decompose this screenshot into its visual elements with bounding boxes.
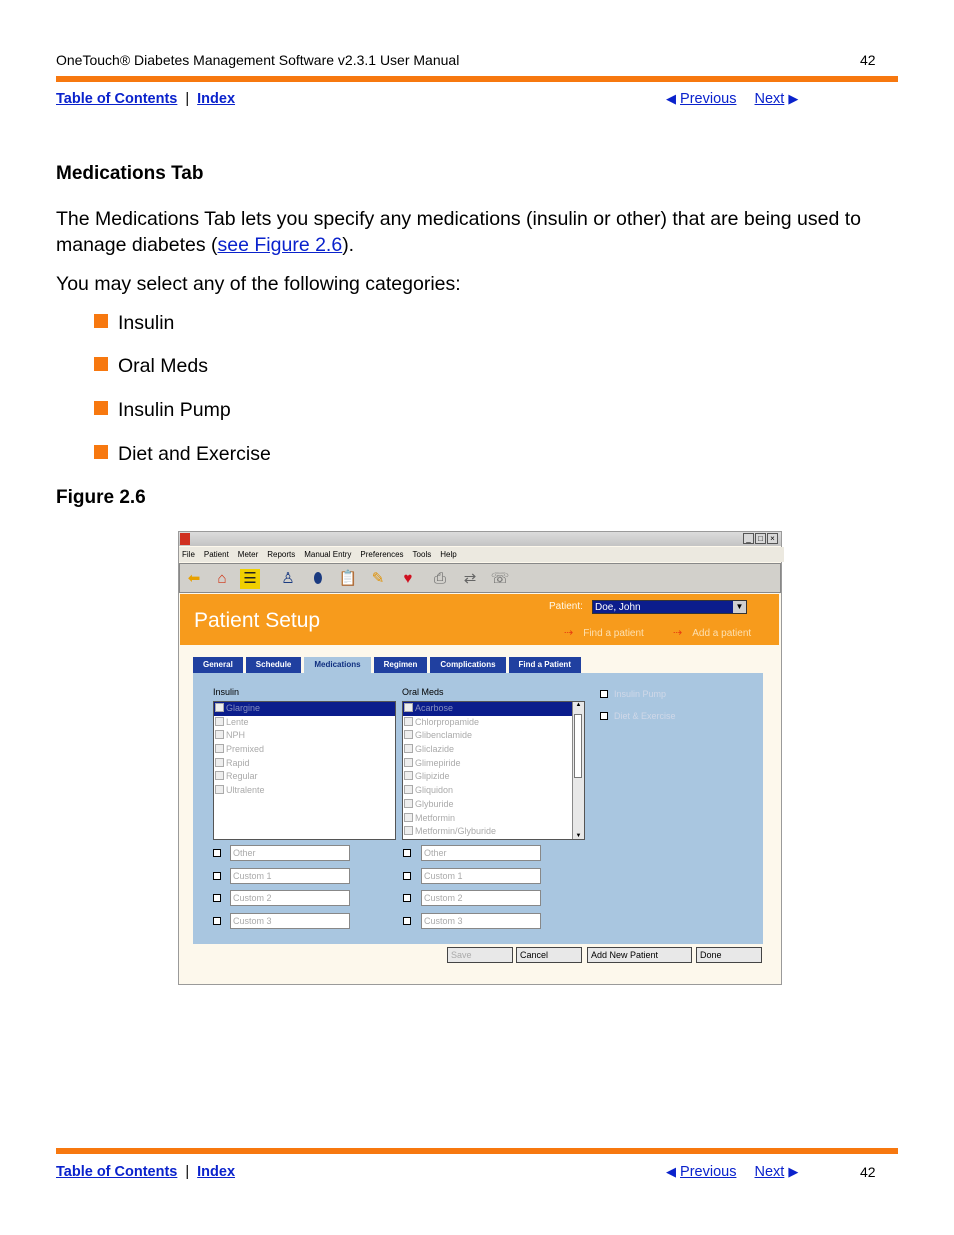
list-item[interactable]: Premixed bbox=[214, 743, 395, 757]
list-item[interactable]: Chlorpropamide bbox=[403, 716, 584, 730]
bullet-item: Insulin Pump bbox=[94, 399, 231, 422]
insulin-custom1-field[interactable]: Custom 1 bbox=[230, 868, 350, 884]
list-item[interactable]: Metformin bbox=[403, 812, 584, 826]
index-link[interactable]: Index bbox=[197, 91, 236, 107]
patient-setup-window bbox=[178, 531, 782, 985]
footer-pager bbox=[666, 1164, 798, 1180]
tab-general[interactable]: General bbox=[193, 657, 243, 673]
tab-find-patient[interactable]: Find a Patient bbox=[509, 657, 581, 673]
pencil-icon[interactable]: ✎ bbox=[371, 570, 385, 587]
close-button[interactable]: × bbox=[767, 533, 778, 544]
list-item[interactable]: Regular bbox=[214, 770, 395, 784]
nav-separator: | bbox=[185, 1164, 190, 1180]
list-item[interactable]: Glipizide bbox=[403, 770, 584, 784]
nav-separator: | bbox=[185, 91, 190, 107]
print-icon[interactable]: ⎙ bbox=[433, 570, 446, 587]
transfer-icon[interactable]: ⇄ bbox=[463, 570, 477, 587]
insulin-pump-checkbox[interactable] bbox=[600, 690, 608, 698]
list-item[interactable]: Glargine bbox=[214, 702, 395, 716]
oral-custom1-field[interactable]: Custom 1 bbox=[421, 868, 541, 884]
header-pager bbox=[666, 91, 798, 107]
patient-select[interactable]: Doe, John ▼ bbox=[592, 600, 747, 614]
insulin-custom1-checkbox[interactable] bbox=[213, 872, 221, 880]
list-icon[interactable]: ☰ bbox=[240, 569, 260, 589]
banner-title: Patient Setup bbox=[194, 609, 321, 632]
patient-setup-banner bbox=[180, 594, 779, 645]
intro-paragraph: The Medications Tab lets you specify any medications (insulin or other) that are being used to manage diabetes (see Figure 2.6). bbox=[56, 208, 861, 256]
menu-tools[interactable]: Tools bbox=[412, 550, 432, 559]
minimize-button[interactable]: _ bbox=[743, 533, 754, 544]
list-item[interactable]: Rapid bbox=[214, 757, 395, 771]
tab-regimen[interactable]: Regimen bbox=[374, 657, 428, 673]
footer-page-number: 42 bbox=[860, 1164, 876, 1180]
section-title: Medications Tab bbox=[56, 163, 204, 184]
previous-arrow-icon[interactable]: ◀ bbox=[666, 91, 676, 106]
figure-link[interactable]: see Figure 2.6 bbox=[217, 234, 343, 256]
bullet-square-icon bbox=[94, 357, 108, 371]
list-item[interactable]: Glyburide bbox=[403, 798, 584, 812]
menu-patient[interactable]: Patient bbox=[203, 550, 229, 559]
previous-link[interactable]: Previous bbox=[680, 91, 737, 107]
oral-custom2-field[interactable]: Custom 2 bbox=[421, 890, 541, 906]
medications-panel bbox=[193, 673, 763, 944]
find-patient-link[interactable]: ⇢ Find a patient bbox=[564, 627, 644, 639]
manual-title: OneTouch® Diabetes Management Software v2.3.1 User Manual bbox=[56, 52, 460, 68]
insulin-custom3-checkbox[interactable] bbox=[213, 917, 221, 925]
diet-exercise-checkbox[interactable] bbox=[600, 712, 608, 720]
categories-paragraph: You may select any of the following categories: bbox=[56, 273, 461, 295]
list-item[interactable]: NPH bbox=[214, 729, 395, 743]
insulin-header: Insulin bbox=[213, 687, 240, 697]
toolbar bbox=[179, 563, 781, 593]
add-new-patient-button[interactable]: Add New Patient bbox=[587, 947, 692, 963]
oral-other-checkbox[interactable] bbox=[403, 849, 411, 857]
footer-rule bbox=[56, 1148, 898, 1154]
tab-medications[interactable]: Medications bbox=[304, 657, 370, 673]
app-logo-icon bbox=[180, 533, 190, 545]
next-link[interactable]: Next bbox=[754, 91, 785, 107]
bullet-item: Diet and Exercise bbox=[94, 443, 271, 466]
next-arrow-icon[interactable]: ▶ bbox=[788, 91, 799, 106]
menu-file[interactable]: File bbox=[182, 550, 195, 559]
fax-icon[interactable]: ☏ bbox=[490, 570, 510, 587]
footer-nav bbox=[56, 1164, 235, 1180]
footer-previous-link[interactable]: Previous bbox=[680, 1164, 737, 1180]
patient-label: Patient: bbox=[549, 601, 583, 612]
bullet-square-icon bbox=[94, 445, 108, 459]
footer-index-link[interactable]: Index bbox=[197, 1164, 236, 1180]
oral-custom3-checkbox[interactable] bbox=[403, 917, 411, 925]
bullet-square-icon bbox=[94, 314, 108, 328]
save-button[interactable]: Save bbox=[447, 947, 513, 963]
meter-icon[interactable]: ⬮ bbox=[313, 570, 323, 587]
tab-complications[interactable]: Complications bbox=[430, 657, 505, 673]
insulin-custom2-checkbox[interactable] bbox=[213, 894, 221, 902]
done-button[interactable]: Done bbox=[696, 947, 762, 963]
page-number: 42 bbox=[860, 52, 876, 68]
figure-label: Figure 2.6 bbox=[56, 487, 146, 508]
menu-meter[interactable]: Meter bbox=[237, 550, 259, 559]
menu-help[interactable]: Help bbox=[440, 550, 457, 559]
insulin-pump-label: Insulin Pump bbox=[614, 689, 667, 699]
scroll-down-icon[interactable]: ▼ bbox=[575, 833, 582, 839]
oral-custom1-checkbox[interactable] bbox=[403, 872, 411, 880]
insulin-other-field[interactable]: Other bbox=[230, 845, 350, 861]
insulin-other-checkbox[interactable] bbox=[213, 849, 221, 857]
header-nav bbox=[56, 91, 235, 107]
clipboard-icon[interactable]: 📋 bbox=[338, 570, 358, 587]
oral-meds-header: Oral Meds bbox=[402, 687, 444, 697]
list-item[interactable]: Metformin/Glyburide bbox=[403, 825, 584, 839]
menu-manual-entry[interactable]: Manual Entry bbox=[304, 550, 352, 559]
bullet-item: Oral Meds bbox=[94, 355, 208, 378]
header-rule bbox=[56, 76, 898, 82]
menu-bar bbox=[179, 547, 784, 562]
doctor-icon[interactable]: ♙ bbox=[281, 570, 295, 587]
oral-meds-scrollbar[interactable] bbox=[572, 702, 584, 839]
chevron-down-icon[interactable]: ▼ bbox=[733, 601, 746, 613]
back-arrow-icon[interactable]: ⬅ bbox=[187, 570, 201, 587]
footer-next-link[interactable]: Next bbox=[754, 1164, 785, 1180]
home-icon[interactable]: ⌂ bbox=[217, 570, 227, 587]
maximize-button[interactable]: □ bbox=[755, 533, 766, 544]
list-item[interactable]: Gliclazide bbox=[403, 743, 584, 757]
setup-tabs bbox=[193, 657, 581, 673]
oral-custom2-checkbox[interactable] bbox=[403, 894, 411, 902]
list-item[interactable]: Ultralente bbox=[214, 784, 395, 798]
cancel-button[interactable]: Cancel bbox=[516, 947, 582, 963]
menu-reports[interactable]: Reports bbox=[267, 550, 296, 559]
menu-preferences[interactable]: Preferences bbox=[360, 550, 404, 559]
footer-toc-link[interactable]: Table of Contents bbox=[56, 1164, 178, 1180]
previous-arrow-icon[interactable]: ◀ bbox=[666, 1164, 676, 1179]
next-arrow-icon[interactable]: ▶ bbox=[788, 1164, 799, 1179]
arrow-right-icon: ⇢ bbox=[673, 627, 683, 639]
list-item[interactable]: Lente bbox=[214, 716, 395, 730]
insulin-custom2-field[interactable]: Custom 2 bbox=[230, 890, 350, 906]
scroll-thumb[interactable] bbox=[574, 714, 582, 778]
add-patient-link[interactable]: ⇢ Add a patient bbox=[673, 627, 752, 639]
heart-icon[interactable]: ♥ bbox=[403, 570, 413, 587]
insulin-custom3-field[interactable]: Custom 3 bbox=[230, 913, 350, 929]
oral-other-field[interactable]: Other bbox=[421, 845, 541, 861]
diet-exercise-label: Diet & Exercise bbox=[614, 711, 676, 721]
list-item[interactable]: Gliquidon bbox=[403, 784, 584, 798]
list-item[interactable]: Acarbose bbox=[403, 702, 584, 716]
bullet-item: Insulin bbox=[94, 312, 174, 335]
window-titlebar bbox=[179, 532, 781, 546]
oral-custom3-field[interactable]: Custom 3 bbox=[421, 913, 541, 929]
arrow-right-icon: ⇢ bbox=[564, 627, 574, 639]
list-item[interactable]: Glibenclamide bbox=[403, 729, 584, 743]
insulin-list[interactable] bbox=[213, 701, 396, 840]
list-item[interactable]: Glimepiride bbox=[403, 757, 584, 771]
scroll-up-icon[interactable]: ▲ bbox=[575, 702, 582, 708]
toc-link[interactable]: Table of Contents bbox=[56, 91, 178, 107]
oral-meds-list[interactable] bbox=[402, 701, 585, 840]
bullet-square-icon bbox=[94, 401, 108, 415]
tab-schedule[interactable]: Schedule bbox=[246, 657, 302, 673]
